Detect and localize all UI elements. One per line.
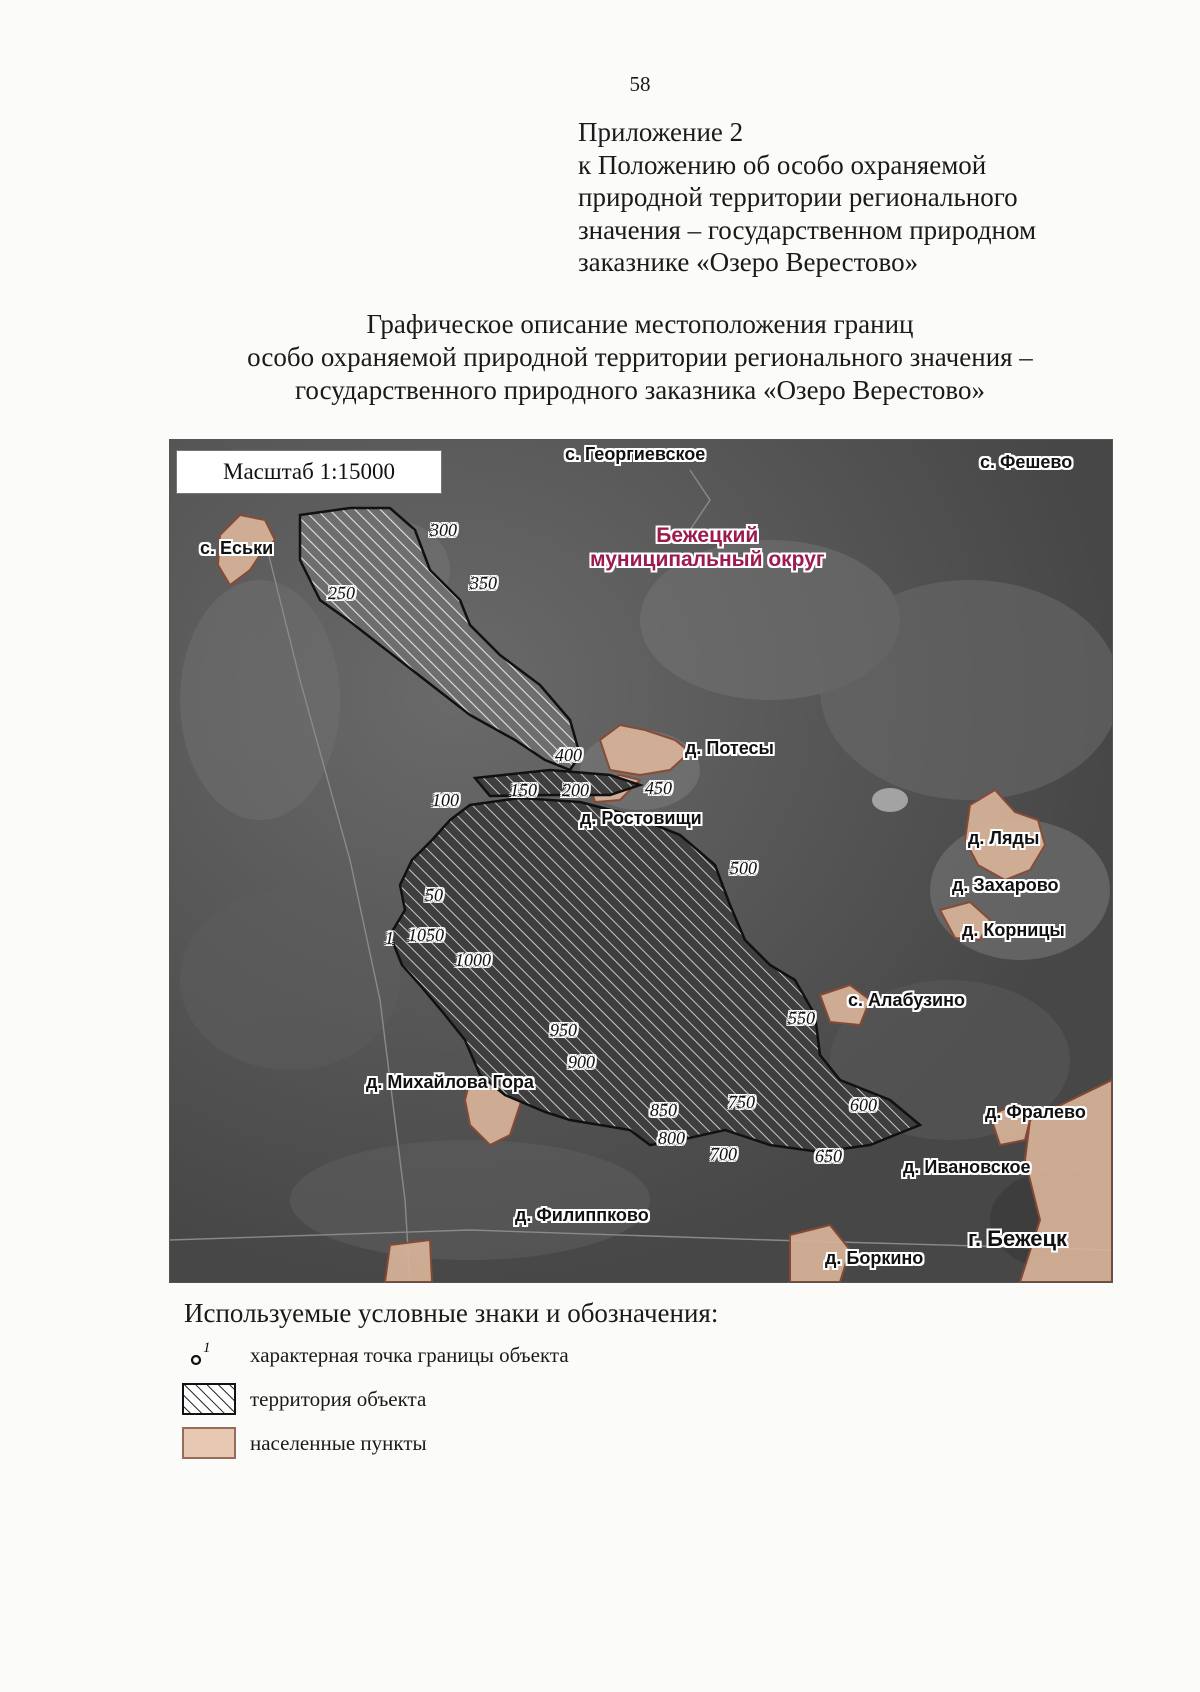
settlement-label: д. Захарово bbox=[952, 875, 1059, 895]
settlement-swatch-icon bbox=[182, 1427, 236, 1459]
appendix-line: к Положению об особо охраняемой bbox=[578, 149, 987, 180]
settlement-label: д. Ростовищи bbox=[580, 808, 702, 828]
legend-label: населенные пункты bbox=[250, 1430, 427, 1455]
appendix-heading bbox=[578, 116, 1036, 279]
settlement-label: д. Михайлова Гора bbox=[366, 1072, 534, 1092]
boundary-point-label: 500 bbox=[730, 858, 757, 878]
svg-text:1: 1 bbox=[203, 1340, 211, 1356]
title-line: государственного природного заказника «Озеро Верестово» bbox=[295, 375, 985, 405]
settlement-label: с. Еськи bbox=[200, 538, 274, 558]
legend-item-territory bbox=[182, 1382, 426, 1416]
boundary-point-label: 400 bbox=[555, 745, 582, 765]
boundary-point-label: 100 bbox=[432, 790, 459, 810]
appendix-line: Приложение 2 bbox=[578, 117, 744, 147]
district-line: Бежецкий bbox=[656, 524, 759, 547]
boundary-point-label: 750 bbox=[728, 1092, 755, 1112]
boundary-point-label: 650 bbox=[815, 1146, 842, 1166]
settlement-label: д. Боркино bbox=[825, 1248, 924, 1268]
boundary-point-icon bbox=[182, 1339, 236, 1371]
boundary-point-label: 900 bbox=[568, 1052, 595, 1072]
boundary-point-label: 700 bbox=[710, 1144, 737, 1164]
appendix-line: природной территории регионального bbox=[578, 182, 1018, 212]
appendix-line: значения – государственном природном bbox=[578, 214, 1037, 245]
boundary-point-label: 1050 bbox=[408, 925, 444, 945]
hatched-territory-icon bbox=[182, 1383, 236, 1415]
settlement-label: с. Фешево bbox=[980, 452, 1073, 472]
boundary-point-label: 250 bbox=[328, 583, 355, 603]
settlement-label: с. Георгиевское bbox=[565, 444, 706, 464]
boundary-point-label: 350 bbox=[470, 573, 497, 593]
settlement-label: д. Фралево bbox=[985, 1102, 1086, 1122]
boundary-point-label: 200 bbox=[562, 780, 589, 800]
settlement-label: с. Алабузино bbox=[848, 990, 965, 1010]
boundary-point-label: 450 bbox=[645, 778, 672, 798]
settlement-label: д. Ивановское bbox=[903, 1157, 1031, 1177]
boundary-point-label: 50 bbox=[425, 885, 443, 905]
district-label bbox=[590, 524, 825, 572]
scale-label: Масштаб 1:15000 bbox=[176, 450, 442, 494]
boundary-point-label: 950 bbox=[550, 1020, 577, 1040]
boundary-point-label: 550 bbox=[788, 1008, 815, 1028]
settlement-label: д. Потесы bbox=[685, 738, 774, 758]
settlement-area bbox=[385, 1240, 432, 1282]
boundary-point-label: 800 bbox=[658, 1128, 685, 1148]
boundary-point-label: 600 bbox=[850, 1095, 877, 1115]
legend-item-boundary-point bbox=[182, 1338, 569, 1372]
settlement-label: д. Ляды bbox=[968, 828, 1040, 848]
page-number: 58 bbox=[629, 72, 651, 96]
boundary-point-label: 850 bbox=[650, 1100, 677, 1120]
settlement-label: г. Бежецк bbox=[968, 1226, 1068, 1251]
appendix-line: заказнике «Озеро Верестово» bbox=[578, 247, 919, 277]
title-line: Графическое описание местоположения границ bbox=[366, 309, 914, 339]
legend-item-settlements bbox=[182, 1426, 427, 1460]
boundary-point-label: 1000 bbox=[455, 950, 491, 970]
boundary-point-label: 1 bbox=[385, 928, 394, 948]
settlement-label: д. Филиппково bbox=[515, 1205, 649, 1225]
settlement-label: д. Корницы bbox=[962, 920, 1065, 940]
district-line: муниципальный округ bbox=[590, 548, 825, 571]
legend-label: территория объекта bbox=[250, 1386, 427, 1411]
title-line: особо охраняемой природной территории регионального значения – bbox=[247, 342, 1033, 372]
boundary-point-label: 150 bbox=[510, 780, 537, 800]
document-title bbox=[0, 308, 1200, 407]
map[interactable] bbox=[170, 440, 1112, 1282]
legend-label: характерная точка границы объекта bbox=[250, 1342, 569, 1367]
legend-title: Используемые условные знаки и обозначения: bbox=[184, 1298, 719, 1328]
boundary-point-label: 300 bbox=[430, 520, 457, 540]
